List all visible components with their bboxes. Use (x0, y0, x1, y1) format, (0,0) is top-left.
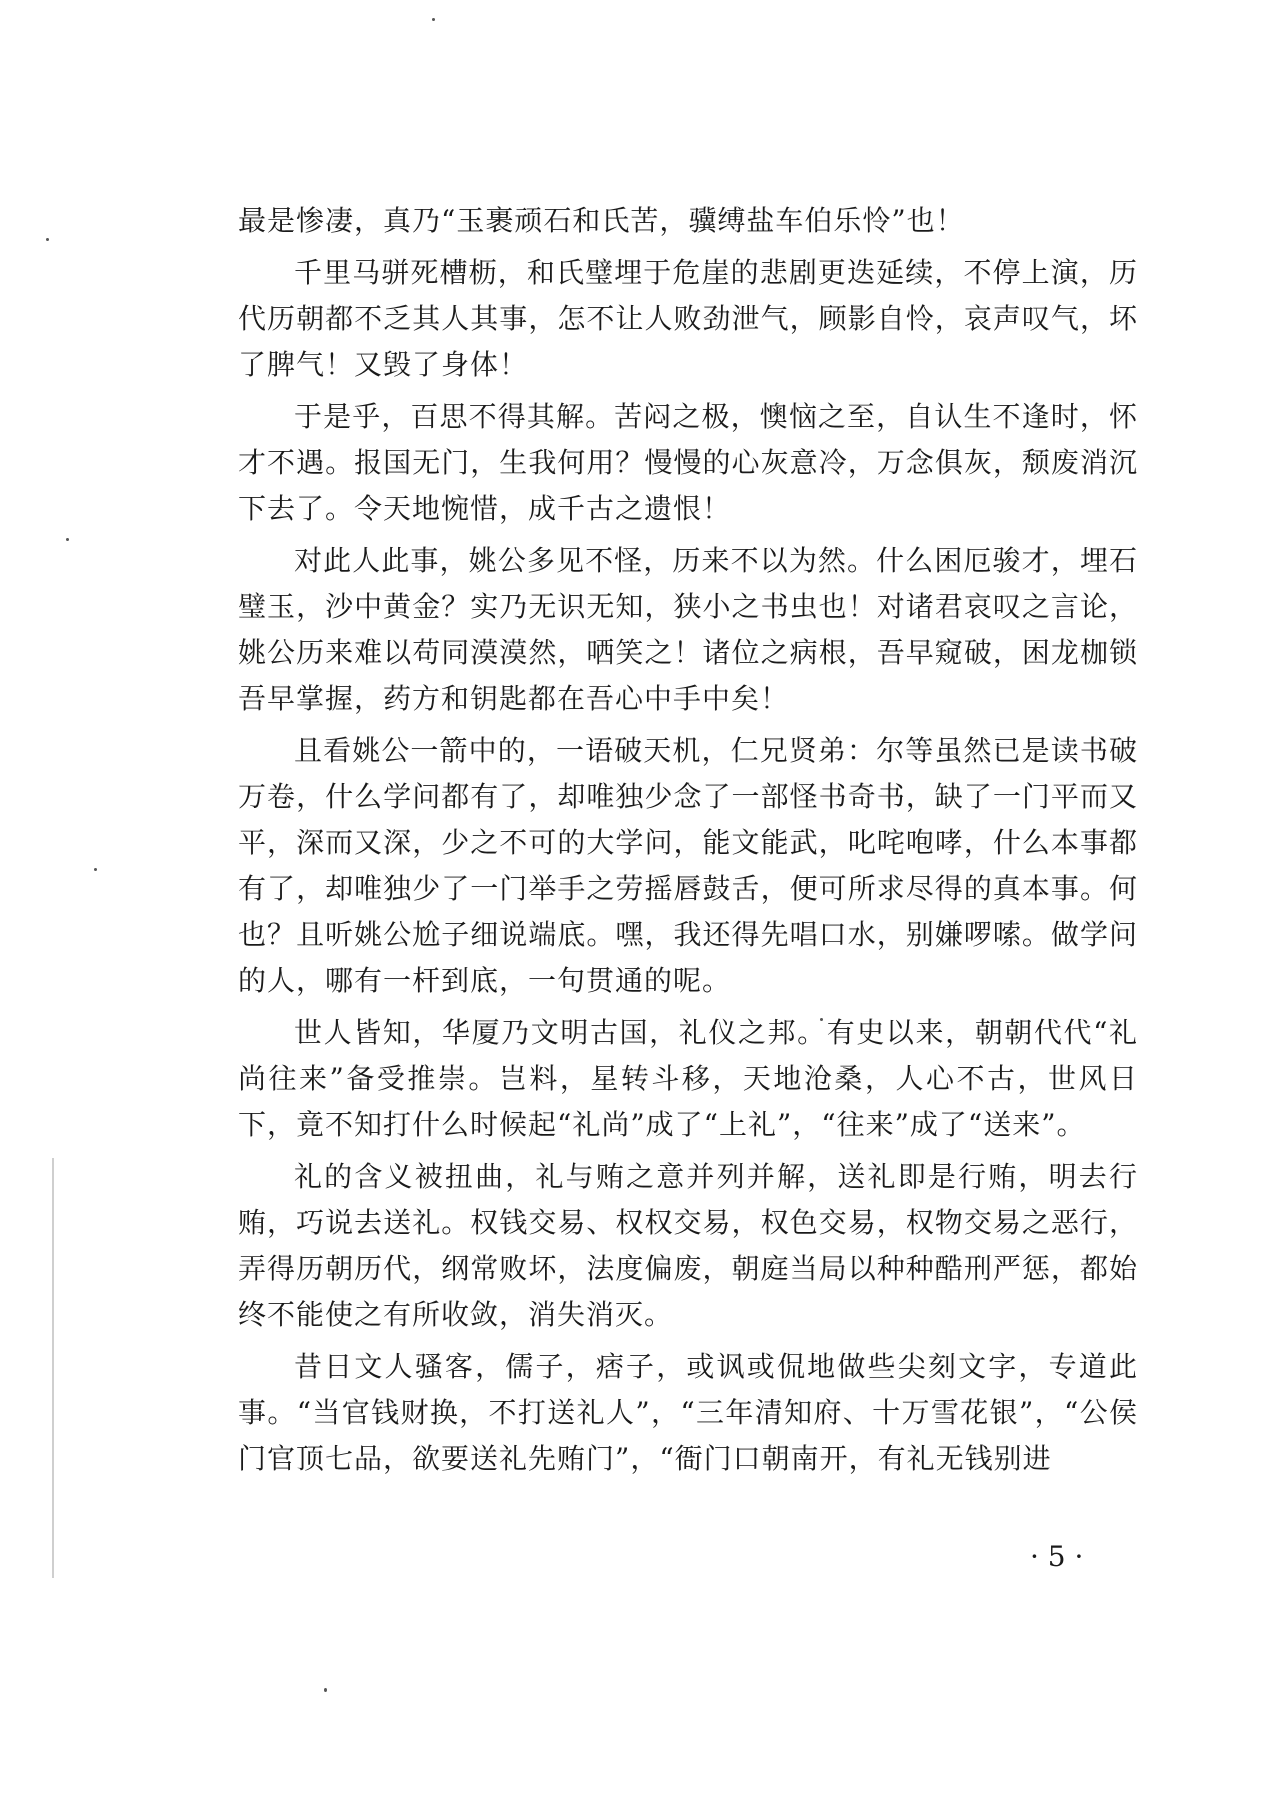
scan-speck (46, 238, 49, 241)
body-text (238, 198, 1138, 1488)
paragraph: 最是惨凄，真乃“玉裹顽石和氏苦，骥缚盐车伯乐怜”也！ (238, 204, 965, 237)
scan-speck (324, 1688, 327, 1692)
page-number: · 5 · (1030, 1540, 1084, 1573)
paragraph: 礼的含义被扭曲，礼与贿之意并列并解，送礼即是行贿，明去行贿，巧说去送礼。权钱交易、权权交易，权色交易，权物交易之恶行，弄得历朝历代，纲常败坏，法度偏废，朝庭当局以种种酷刑严惩，都始终不能使之有所收敛，消失消灭。 (238, 1160, 1138, 1331)
paragraph: 且看姚公一箭中的，一语破天机，仁兄贤弟：尔等虽然已是读书破万卷，什么学问都有了，却唯独少念了一部怪书奇书，缺了一门平而又平，深而又深，少之不可的大学问，能文能武，叱咤咆哮，什么本事都有了，却唯独少了一门举手之劳摇唇鼓舌，便可所求尽得的真本事。何也？且听姚公尬子细说端底。嘿，我还得先唱口水，别嫌啰嗦。做学问的人，哪有一杆到底，一句贯通的呢。 (238, 734, 1138, 997)
scan-edge-line (52, 1158, 54, 1578)
scan-speck (66, 538, 69, 541)
paragraph: 昔日文人骚客，儒子，痞子，或讽或侃地做些尖刻文字，专道此事。“当官钱财换，不打送礼人”，“三年清知府、十万雪花银”，“公侯门官顶七品，欲要送礼先贿门”，“衙门口朝南开，有礼无钱别进 (238, 1350, 1138, 1475)
paragraph: 对此人此事，姚公多见不怪，历来不以为然。什么困厄骏才，埋石璧玉，沙中黄金？实乃无识无知，狭小之书虫也！对诸君哀叹之言论，姚公历来难以苟同漠漠然，哂笑之！诸位之病根，吾早窥破，困龙枷锁吾早掌握，药方和钥匙都在吾心中手中矣！ (238, 544, 1138, 715)
paragraph: 千里马骈死槽枥，和氏璧埋于危崖的悲剧更迭延续，不停上演，历代历朝都不乏其人其事，怎不让人败劲泄气，顾影自怜，哀声叹气，坏了脾气！又毁了身体！ (238, 256, 1138, 381)
scan-speck (94, 868, 97, 871)
paragraph: 于是乎，百思不得其解。苦闷之极，懊恼之至，自认生不逢时，怀才不遇。报国无门，生我何用？慢慢的心灰意冷，万念俱灰，颓废消沉下去了。令天地惋惜，成千古之遗恨！ (238, 400, 1138, 525)
paragraph: 世人皆知，华厦乃文明古国，礼仪之邦。有史以来，朝朝代代“礼尚往来”备受推崇。岂料，星转斗移，天地沧桑，人心不古，世风日下，竟不知打什么时候起“礼尚”成了“上礼”，“往来”成了“送来”。 (238, 1016, 1138, 1141)
scan-speck (432, 18, 435, 21)
